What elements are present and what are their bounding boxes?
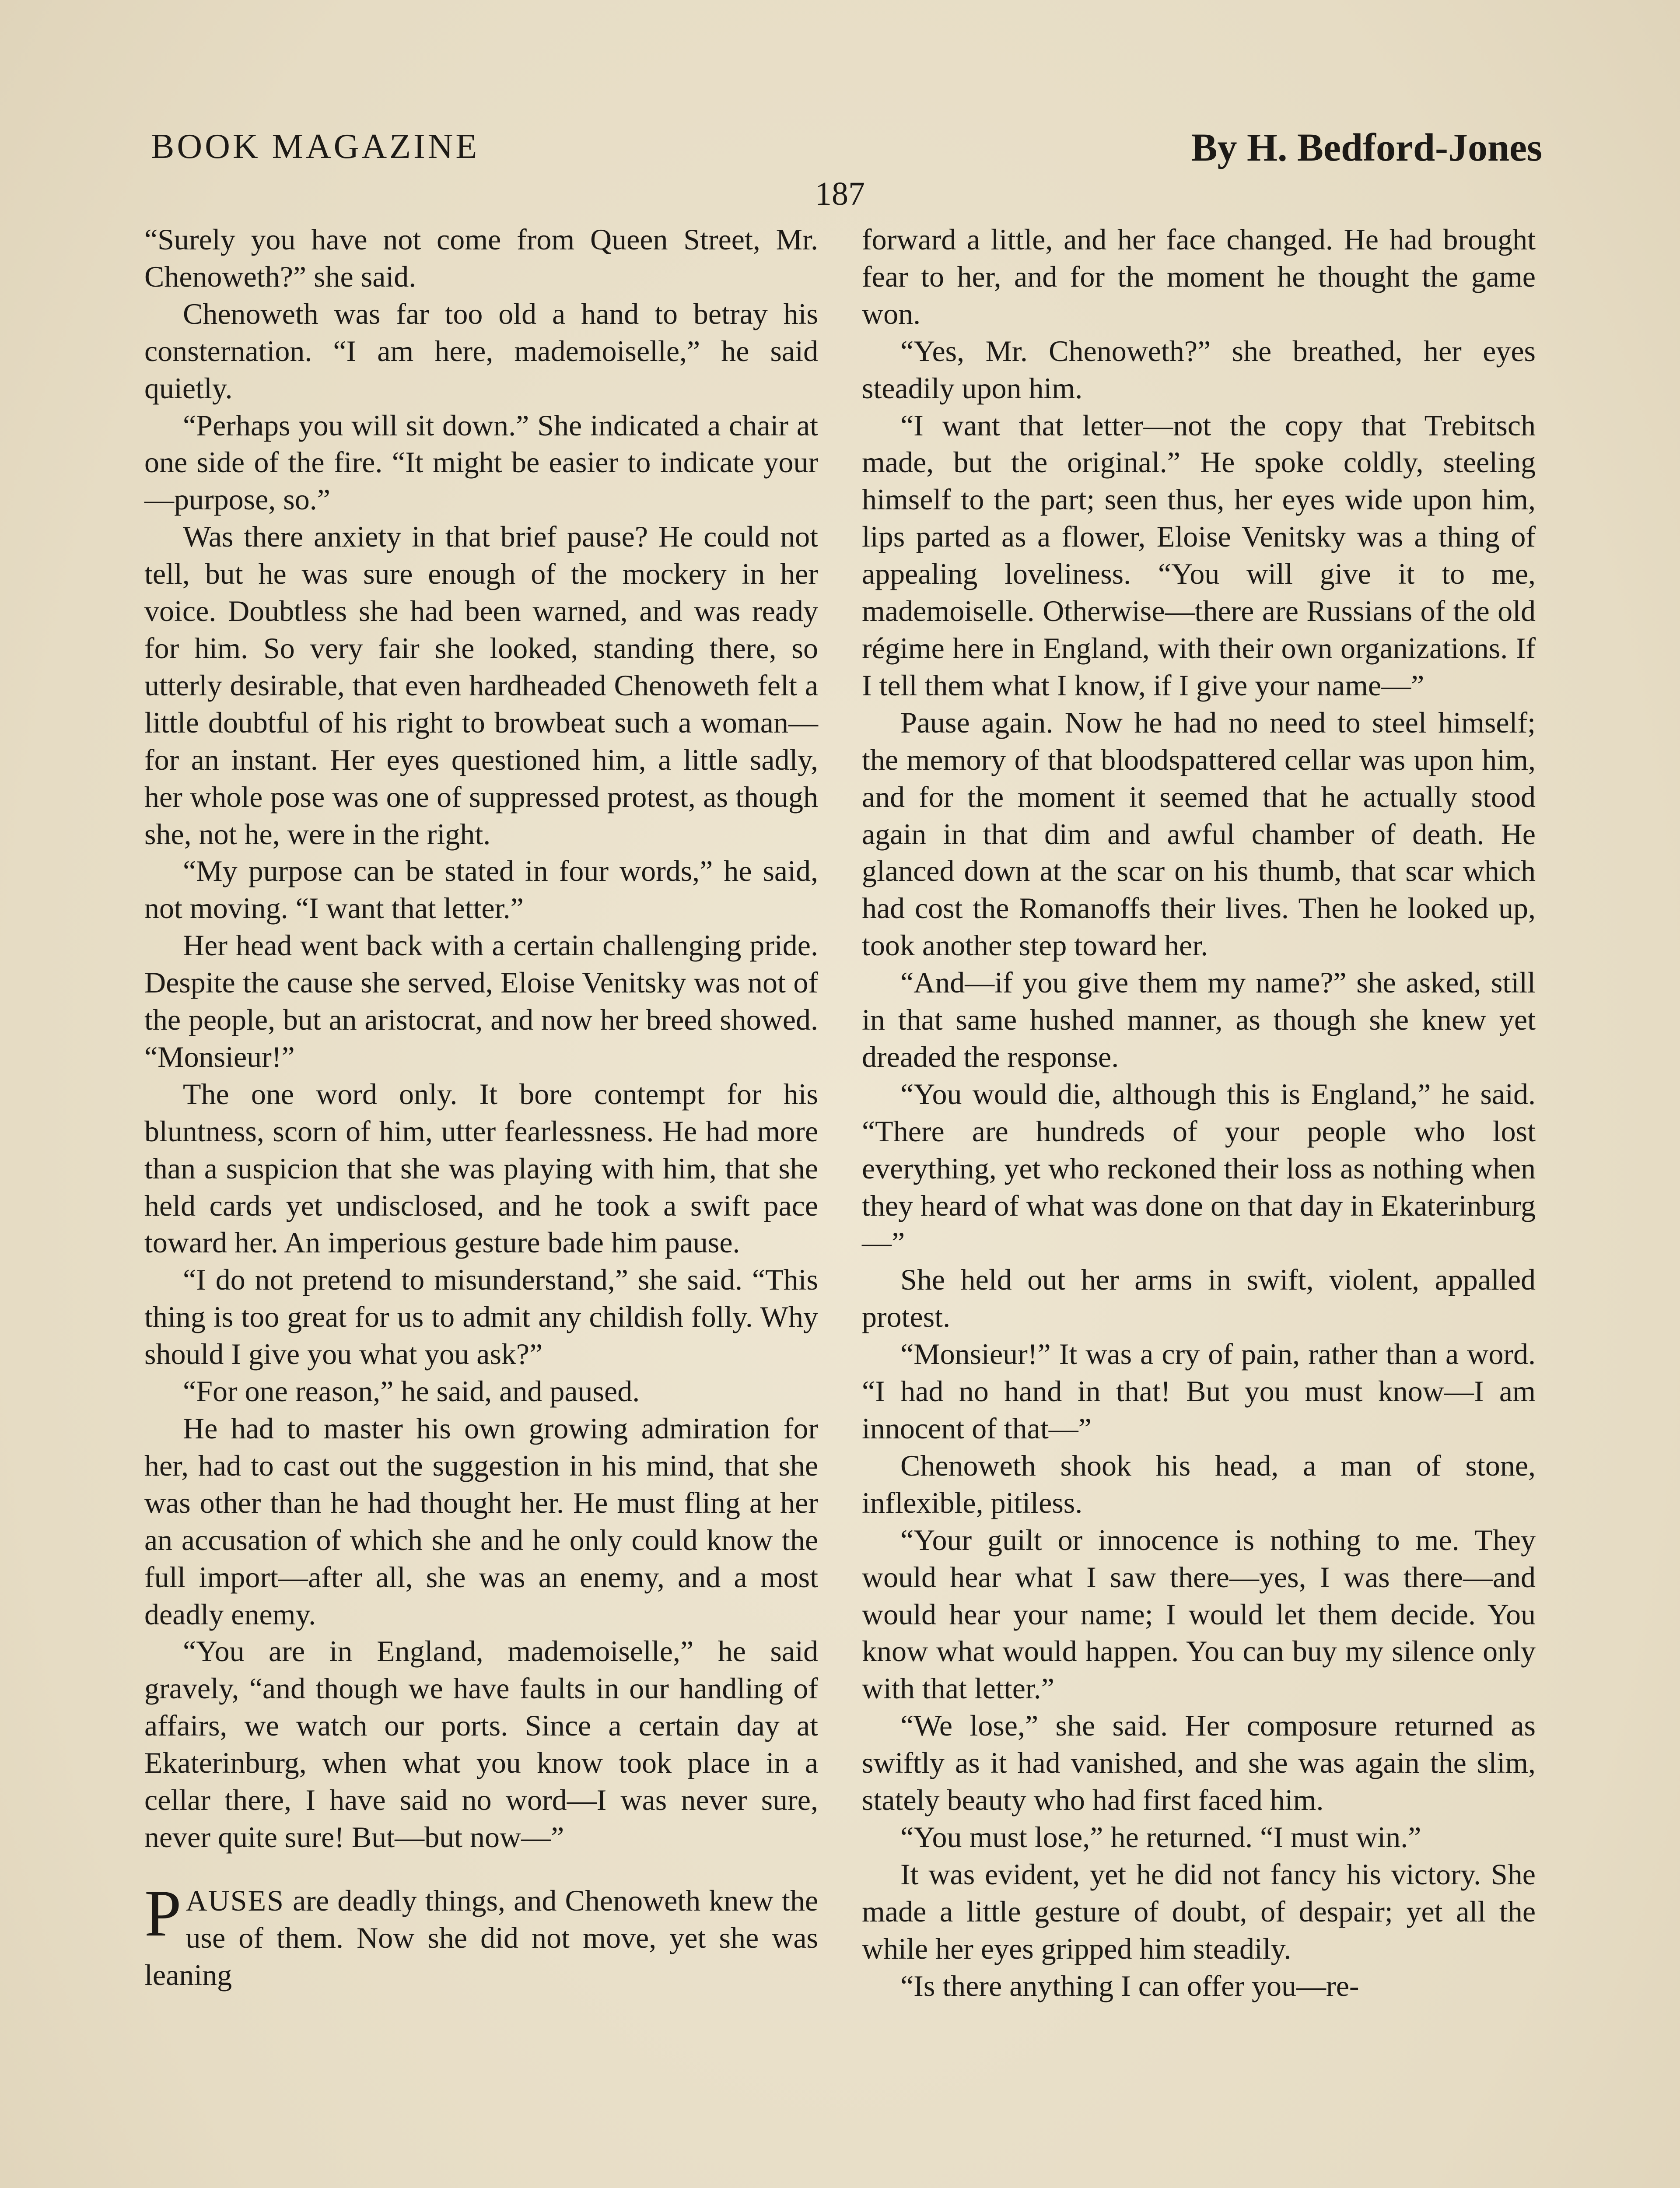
paragraph: “Monsieur!” It was a cry of pain, rather than a word. “I had no hand in that! But you must know—I am innocent of that—” bbox=[862, 1337, 1536, 1445]
page-number: 187 bbox=[815, 175, 865, 212]
paragraph: Chenoweth was far too old a hand to betray his consternation. “I am here, mademoiselle,” he said quietly. bbox=[144, 297, 818, 405]
paragraph: “Your guilt or innocence is nothing to me. They would hear what I saw there—yes, I was there—and would hear your name; I would let them decide. You know what would happen. You can buy my silence only with that letter.” bbox=[862, 1523, 1536, 1705]
paragraph: “Yes, Mr. Chenoweth?” she breathed, her eyes steadily upon him. bbox=[862, 334, 1536, 405]
paragraph: “Perhaps you will sit down.” She indicated a chair at one side of the fire. “It might be easier to indicate your—purpose, so.” bbox=[144, 408, 818, 516]
running-head bbox=[151, 127, 1542, 179]
paragraph: “My purpose can be stated in four words,” he said, not moving. “I want that letter.” bbox=[144, 854, 818, 925]
dropcap-paragraph bbox=[144, 1876, 818, 1994]
paragraph: Was there anxiety in that brief pause? He could not tell, but he was sure enough of the mockery in her voice. Doubtless she had been warned, and was ready for him. So very fair she looked, standing there, so utterly desirable, that even hardheaded Chenoweth felt a little doubtful of his right to browbeat such a woman—for an instant. Her eyes questioned him, a little sadly, her whole pose was one of suppressed protest, as though she, not he, were in the right. bbox=[144, 520, 818, 851]
left-column bbox=[144, 221, 818, 1994]
paragraph: Chenoweth shook his head, a man of stone, inflexible, pitiless. bbox=[862, 1448, 1536, 1519]
paragraph: It was evident, yet he did not fancy his victory. She made a little gesture of doubt, of despair; yet all the while her eyes gripped him steadily. bbox=[862, 1857, 1536, 1965]
paragraph: Pause again. Now he had no need to steel himself; the memory of that bloodspattered cellar was upon him, and for the moment it seemed that he actually stood again in that dim and awful chamber of death. He glanced down at the scar on his thumb, that scar which had cost the Romanoffs their lives. Then he looked up, took another step toward her. bbox=[862, 705, 1536, 962]
author-byline: By H. Bedford-Jones bbox=[1191, 126, 1542, 169]
paragraph: Her head went back with a certain challenging pride. Despite the cause she served, Eloise Venitsky was not of the people, but an aristocrat, and now her breed showed. “Monsieur!” bbox=[144, 929, 818, 1073]
paragraph: “For one reason,” he said, and paused. bbox=[183, 1375, 640, 1408]
paragraph: The one word only. It bore contempt for his bluntness, scorn of him, utter fearlessness. He had more than a suspicion that she was playing with him, that she held cards yet undisclosed, and he took a swift pace toward her. An imperious gesture bade him pause. bbox=[144, 1077, 818, 1259]
paragraph: “We lose,” she said. Her composure returned as swiftly as it had vanished, and she was again the slim, stately beauty who had first faced him. bbox=[862, 1709, 1536, 1817]
paragraph: She held out her arms in swift, violent, appalled protest. bbox=[862, 1263, 1536, 1334]
paragraph: “And—if you give them my name?” she asked, still in that same hushed manner, as though she knew yet dreaded the response. bbox=[862, 966, 1536, 1073]
paragraph: “You are in England, mademoiselle,” he said gravely, “and though we have faults in our handling of affairs, we watch our ports. Since a certain day at Ekaterinburg, when what you know took place in a cellar there, I have said no word—I was never sure, never quite sure! But—but now—” bbox=[144, 1634, 818, 1854]
paragraph: forward a little, and her face changed. He had brought fear to her, and for the moment he thought the game won. bbox=[862, 223, 1536, 330]
paragraph: “Surely you have not come from Queen Street, Mr. Chenoweth?” she said. bbox=[144, 223, 818, 293]
paragraph: “You must lose,” he returned. “I must win.” bbox=[900, 1820, 1421, 1854]
drop-cap: P bbox=[144, 1876, 182, 1950]
dropcap-smallcaps: AUSES bbox=[186, 1883, 284, 1917]
dropcap-text: are deadly things, and Chenoweth knew the use of them. Now she did not move, yet she was leaning bbox=[144, 1883, 818, 1992]
paragraph: “You would die, although this is England,” he said. “There are hundreds of your people who lost everything, yet who reckoned their loss as nothing when they heard of what was done on that day in Ekaterinburg—” bbox=[862, 1077, 1536, 1259]
paragraph: He had to master his own growing admiration for her, had to cast out the suggestion in his mind, that she was other than he had thought her. He must fling at her an accusation of which she and he only could know the full import—after all, she was an enemy, and a most deadly enemy. bbox=[144, 1412, 818, 1631]
magazine-title: BOOK MAGAZINE bbox=[151, 127, 480, 166]
paragraph: “Is there anything I can offer you—re- bbox=[900, 1969, 1359, 2002]
paragraph: “I want that letter—not the copy that Trebitsch made, but the original.” He spoke coldly, steeling himself to the part; seen thus, her eyes wide upon him, lips parted as a flower, Eloise Venitsky was a thing of appealing loveliness. “You will give it to me, mademoiselle. Otherwise—there are Russians of the old régime here in England, with their own organizations. If I tell them what I know, if I give your name—” bbox=[862, 408, 1536, 702]
right-column bbox=[862, 221, 1536, 2005]
paragraph: “I do not pretend to misunderstand,” she said. “This thing is too great for us to admit any childish folly. Why should I give you what you ask?” bbox=[144, 1263, 818, 1371]
